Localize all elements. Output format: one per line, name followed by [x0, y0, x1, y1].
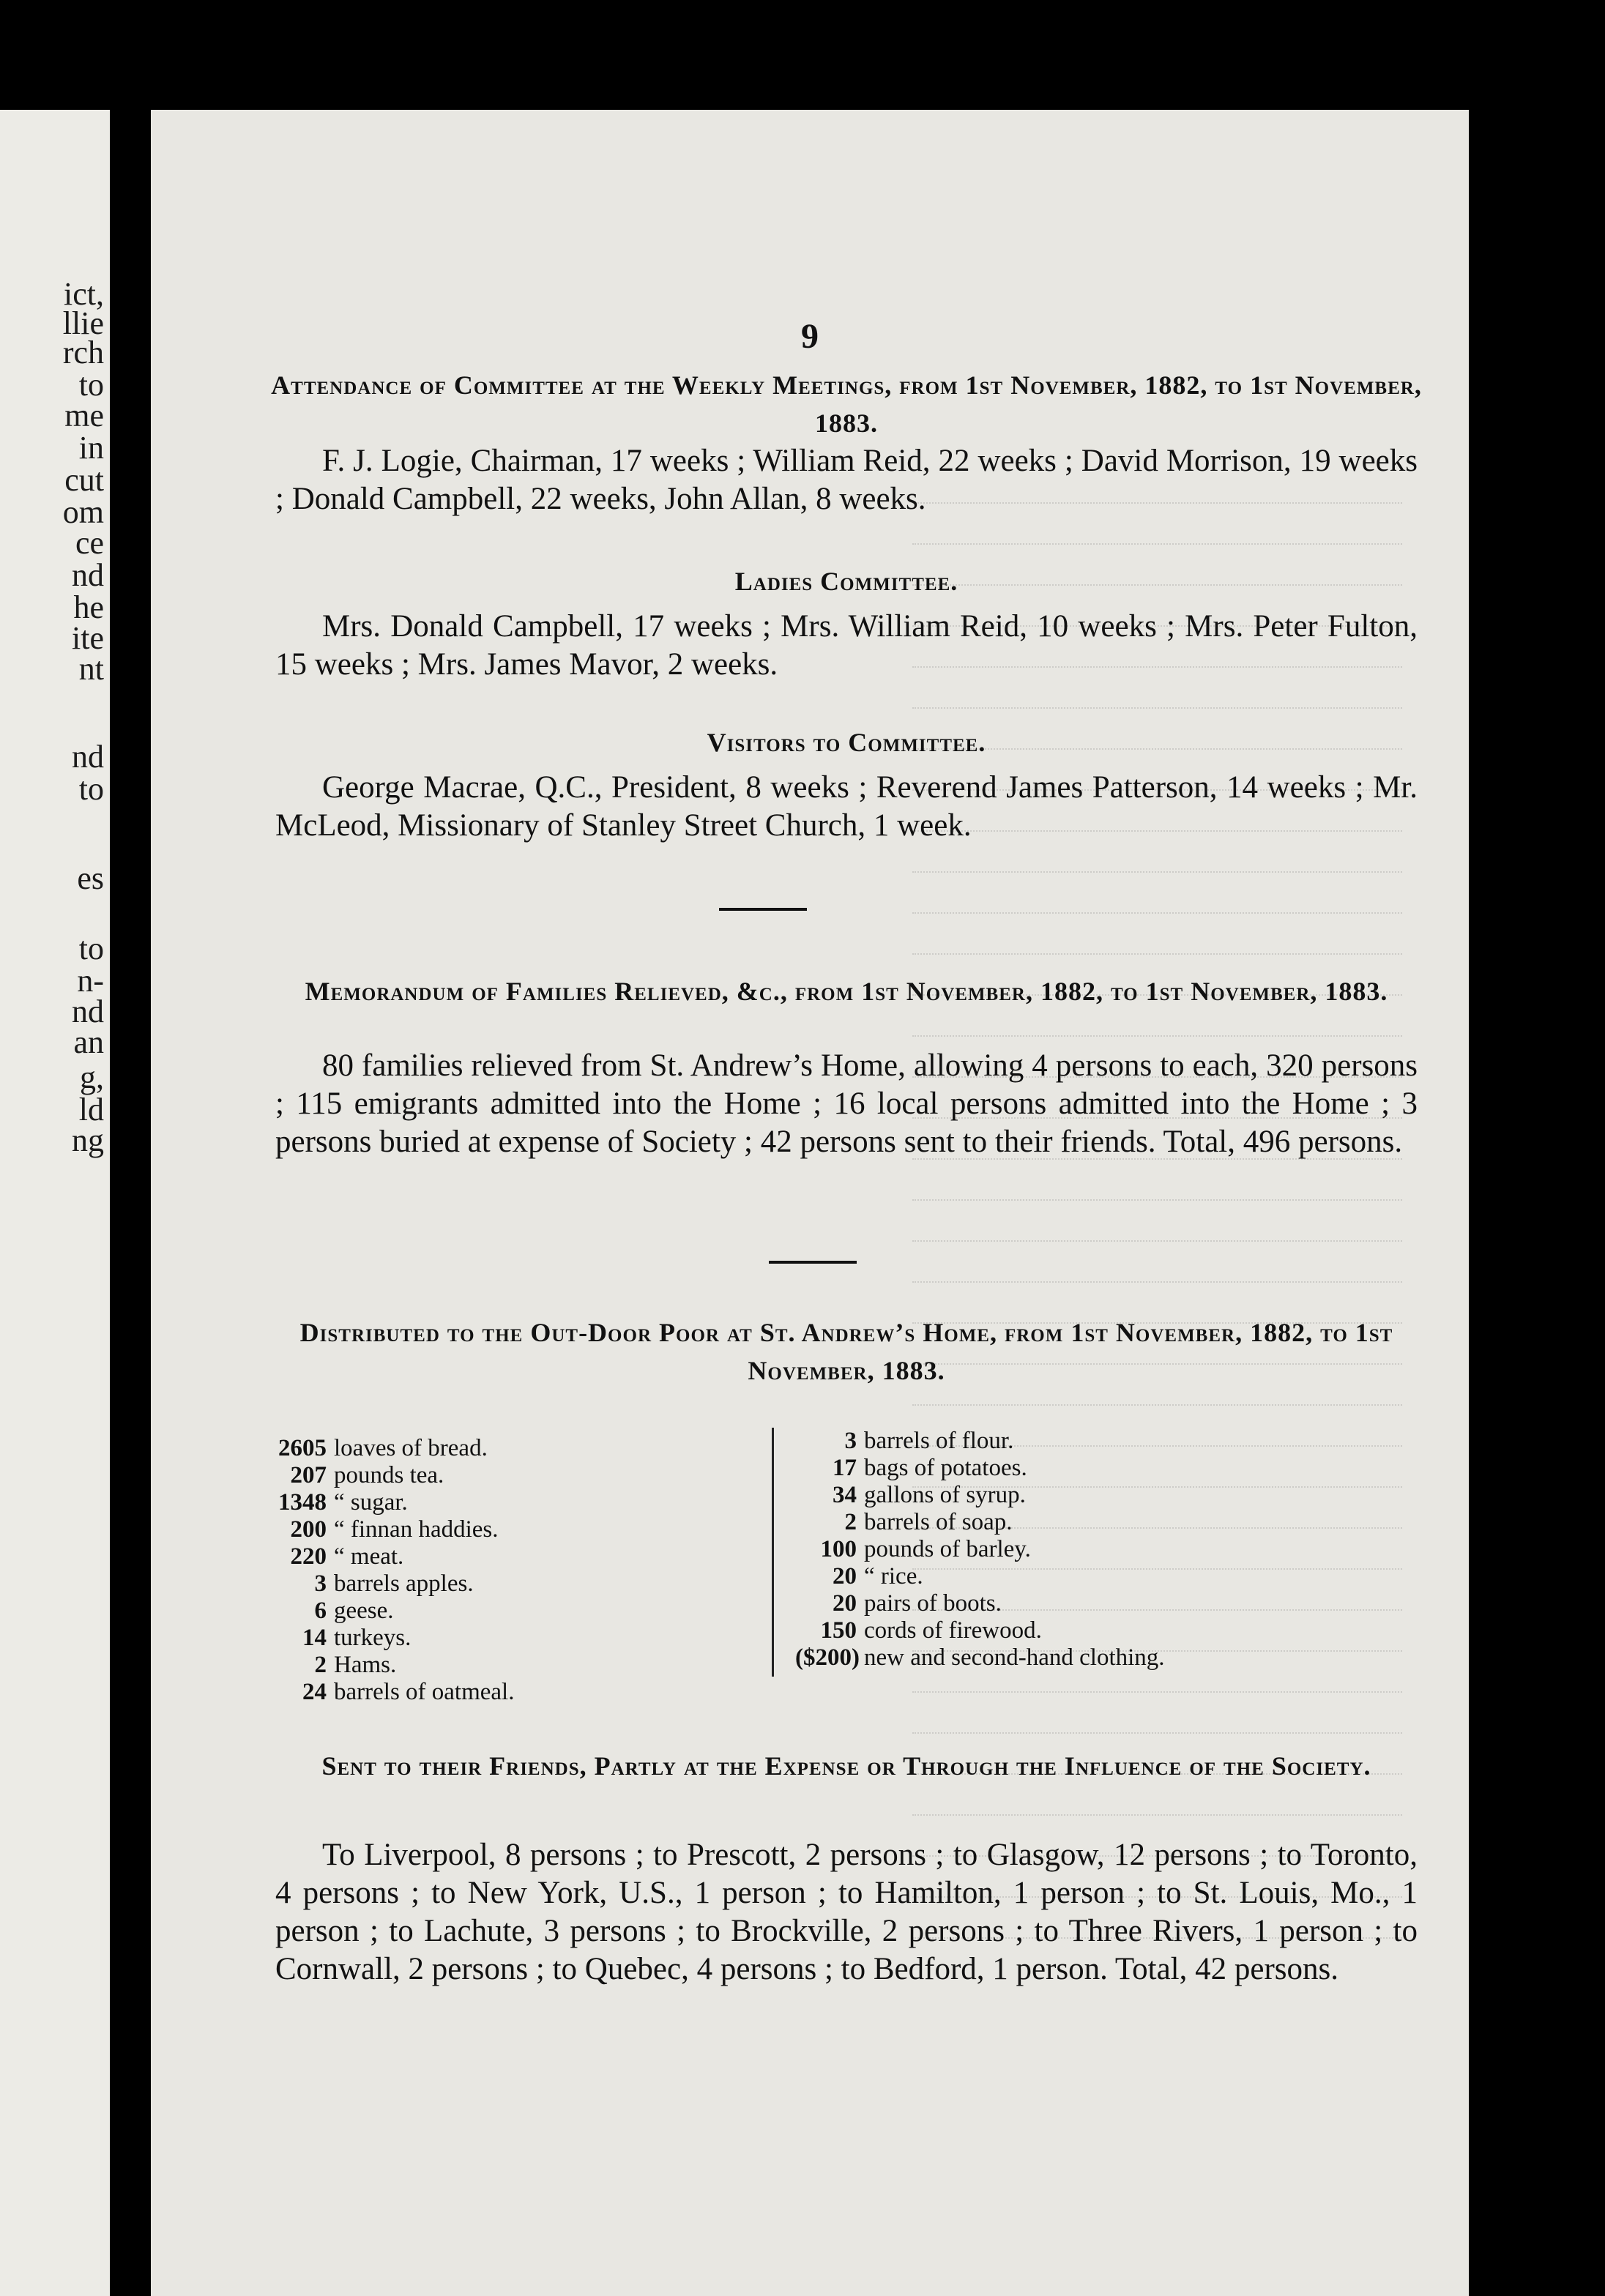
facing-page-text-fragment: in [78, 430, 104, 466]
item-quantity: 14 [302, 1625, 327, 1651]
facing-page-text-fragment: nt [78, 651, 104, 687]
list-item [253, 1516, 514, 1543]
list-item [253, 1679, 514, 1706]
distributed-items-left [253, 1435, 514, 1706]
facing-page-text-fragment: to [78, 931, 104, 966]
item-description: geese. [334, 1598, 394, 1624]
scan-border [1469, 0, 1605, 2296]
facing-page-text-fragment: ite [72, 620, 104, 656]
item-description: turkeys. [334, 1625, 412, 1651]
item-description: loaves of bread. [334, 1435, 488, 1461]
list-item [253, 1462, 514, 1489]
item-quantity: 34 [833, 1482, 857, 1508]
facing-page-text-fragment: nd [72, 739, 104, 775]
attendance-text: F. J. Logie, Chairman, 17 weeks ; William Reid, 22 weeks ; David Morrison, 19 weeks ; Donald Campbell, 22 weeks, John Allan, 8 weeks. [275, 444, 1418, 516]
item-description: “ finnan haddies. [334, 1516, 499, 1543]
item-quantity: 2 [314, 1652, 327, 1678]
list-item [795, 1482, 1165, 1509]
list-item [795, 1428, 1165, 1455]
sent-heading: Sent to their Friends, Partly at the Expense or Through the Influence of the Society. [321, 1751, 1371, 1781]
item-description: barrels of soap. [864, 1509, 1013, 1535]
item-quantity: 2605 [278, 1435, 327, 1461]
list-item [795, 1617, 1165, 1644]
facing-page-text-fragment: nd [72, 994, 104, 1029]
list-item [253, 1543, 514, 1570]
item-quantity: 1348 [278, 1489, 327, 1516]
item-quantity: 150 [820, 1617, 857, 1644]
list-item [795, 1563, 1165, 1590]
list-item [795, 1590, 1165, 1617]
facing-page-text-fragment: to [78, 771, 104, 807]
facing-page-text-fragment: me [64, 398, 104, 433]
facing-page-text-fragment: nd [72, 557, 104, 593]
item-description: gallons of syrup. [864, 1482, 1026, 1508]
facing-page-text-fragment: rch [62, 335, 104, 370]
item-quantity: ($200) [795, 1644, 860, 1671]
item-description: cords of firewood. [864, 1617, 1042, 1644]
ladies-committee-heading: Ladies Committee. [734, 567, 958, 596]
item-quantity: 2 [844, 1509, 857, 1535]
item-quantity: 207 [290, 1462, 327, 1488]
facing-page-text-fragment: ld [78, 1092, 104, 1128]
list-item [253, 1652, 514, 1679]
sent-text: To Liverpool, 8 persons ; to Prescott, 2 persons ; to Glasgow, 12 persons ; to Toronto, 4 persons ; to New York, U.S., 1 person ; to Hamilton, 1 person ; to St. Louis, Mo., 1 person ; to Lachute, 3 persons ; to Brockville, 2 persons ; to Three Rivers, 1 person ; to Cornwall, 2 persons ; to Quebec, 4 persons ; to Bedford, 1 person. Total, 42 persons. [275, 1838, 1418, 1986]
list-item [795, 1536, 1165, 1563]
distributed-heading: Distributed to the Out-Door Poor at St. Andrew’s Home, from 1st November, 1882, to 1st November, 1883. [299, 1318, 1393, 1385]
item-quantity: 24 [302, 1679, 327, 1705]
item-quantity: 3 [844, 1428, 857, 1454]
document-page [151, 110, 1469, 2296]
list-item [253, 1435, 514, 1462]
list-item [253, 1489, 514, 1516]
facing-page-text-fragment: he [73, 589, 104, 625]
facing-page-text-fragment: llie [62, 305, 104, 341]
facing-page-text-fragment: g, [80, 1059, 104, 1095]
list-item [253, 1570, 514, 1598]
item-description: “ sugar. [334, 1489, 408, 1516]
list-item [795, 1455, 1165, 1482]
section-divider [769, 1261, 857, 1264]
distributed-items-right [795, 1428, 1165, 1671]
item-description: pounds tea. [334, 1462, 444, 1488]
item-description: pounds of barley. [864, 1536, 1031, 1562]
ladies-committee-text: Mrs. Donald Campbell, 17 weeks ; Mrs. William Reid, 10 weeks ; Mrs. Peter Fulton, 15 weeks ; Mrs. James Mavor, 2 weeks. [275, 609, 1418, 682]
visitors-text: George Macrae, Q.C., President, 8 weeks ; Reverend James Patterson, 14 weeks ; Mr. McLeod, Missionary of Stanley Street Church, 1 week. [275, 770, 1418, 843]
facing-page-text-fragment: om [62, 494, 104, 530]
show-through-text [912, 476, 1469, 1926]
visitors-heading: Visitors to Committee. [707, 728, 986, 757]
facing-page-text-fragment: n- [77, 963, 104, 999]
facing-page-text-fragment: cut [64, 462, 104, 498]
item-description: new and second-hand clothing. [864, 1644, 1165, 1671]
item-quantity: 100 [820, 1536, 857, 1562]
item-description: barrels of flour. [864, 1428, 1014, 1454]
facing-page-text-fragment: to [78, 367, 104, 403]
memorandum-text: 80 families relieved from St. Andrew’s Home, allowing 4 persons to each, 320 persons ; 115 emigrants admitted into the Home ; 16 local persons admitted into the Home ; 3 persons buried at expense of Society ; 42 persons sent to their friends. Total, 496 persons. [275, 1048, 1418, 1159]
facing-page-text-fragment: es [77, 860, 104, 896]
facing-page-text-fragment: ce [75, 525, 104, 561]
list-item [795, 1509, 1165, 1536]
item-quantity: 20 [833, 1590, 857, 1617]
item-quantity: 200 [290, 1516, 327, 1543]
item-description: pairs of boots. [864, 1590, 1002, 1617]
item-quantity: 3 [314, 1570, 327, 1597]
page-number: 9 [801, 317, 819, 356]
item-description: “ meat. [334, 1543, 404, 1570]
item-quantity: 6 [314, 1598, 327, 1624]
item-quantity: 20 [833, 1563, 857, 1589]
column-divider [772, 1428, 774, 1677]
facing-page-text-fragment: an [73, 1024, 104, 1060]
item-description: “ rice. [864, 1563, 923, 1589]
list-item [253, 1598, 514, 1625]
item-description: barrels apples. [334, 1570, 474, 1597]
facing-page-text-fragment: ict, [64, 276, 104, 312]
item-quantity: 17 [833, 1455, 857, 1481]
item-description: Hams. [334, 1652, 397, 1678]
facing-page-edge [0, 110, 110, 2296]
section-divider [719, 908, 807, 911]
attendance-heading: Attendance of Committee at the Weekly Meetings, from 1st November, 1882, to 1st November, 1883. [271, 370, 1422, 438]
item-description: barrels of oatmeal. [334, 1679, 515, 1705]
facing-page-text-fragment: ng [72, 1122, 104, 1158]
memorandum-heading: Memorandum of Families Relieved, &c., from 1st November, 1882, to 1st November, 1883. [305, 977, 1388, 1006]
list-item [795, 1644, 1165, 1671]
item-description: bags of potatoes. [864, 1455, 1027, 1481]
item-quantity: 220 [290, 1543, 327, 1570]
list-item [253, 1625, 514, 1652]
